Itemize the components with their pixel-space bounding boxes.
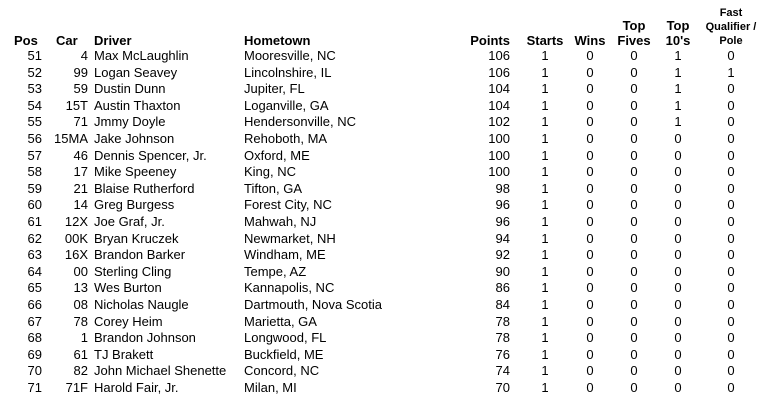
- header-pole-line-3: Pole: [719, 35, 743, 47]
- cell-points: 78: [495, 330, 510, 346]
- table-row: [0, 297, 762, 314]
- cell-top-tens: 0: [674, 363, 682, 379]
- table-row: [0, 231, 762, 248]
- cell-driver: TJ Brakett: [94, 346, 154, 362]
- cell-top-fives: 0: [630, 213, 638, 229]
- cell-car: 13: [73, 280, 88, 296]
- cell-wins: 0: [586, 296, 594, 312]
- header-top-fives-line-2: Fives: [617, 33, 651, 48]
- cell-hometown: King, NC: [244, 164, 297, 180]
- cell-driver: Brandon Johnson: [94, 330, 196, 346]
- cell-top-tens: 0: [674, 313, 682, 329]
- cell-pole: 0: [727, 114, 735, 130]
- cell-pos: 57: [27, 147, 42, 163]
- cell-hometown: Mahwah, NJ: [244, 213, 317, 229]
- header-top-tens: [656, 0, 700, 48]
- cell-wins: 0: [586, 164, 594, 180]
- table-row: [0, 181, 762, 198]
- cell-car: 46: [73, 147, 88, 163]
- cell-wins: 0: [586, 147, 594, 163]
- cell-hometown: Tempe, AZ: [244, 263, 307, 279]
- cell-pole: 0: [727, 330, 735, 346]
- cell-pole: 0: [727, 379, 735, 395]
- cell-starts: 1: [541, 180, 549, 196]
- table-row: [0, 214, 762, 231]
- cell-top-tens: 0: [674, 346, 682, 362]
- cell-top-tens: 0: [674, 263, 682, 279]
- table-row: [0, 148, 762, 165]
- cell-points: 74: [495, 363, 510, 379]
- cell-pole: 0: [727, 263, 735, 279]
- cell-pole: 0: [727, 130, 735, 146]
- cell-top-fives: 0: [630, 197, 638, 213]
- cell-starts: 1: [541, 296, 549, 312]
- cell-top-tens: 1: [674, 114, 682, 130]
- cell-starts: 1: [541, 64, 549, 80]
- cell-driver: Wes Burton: [94, 280, 162, 296]
- table-row: [0, 330, 762, 347]
- cell-driver: Jake Johnson: [94, 130, 175, 146]
- cell-pos: 65: [27, 280, 42, 296]
- cell-top-tens: 1: [674, 81, 682, 97]
- cell-pos: 61: [27, 213, 42, 229]
- cell-top-tens: 1: [674, 97, 682, 113]
- cell-driver: Dustin Dunn: [94, 81, 166, 97]
- cell-wins: 0: [586, 330, 594, 346]
- header-fast-qualifier-pole: [700, 0, 762, 48]
- cell-pole: 0: [727, 230, 735, 246]
- cell-wins: 0: [586, 263, 594, 279]
- cell-car: 71: [73, 114, 88, 130]
- cell-starts: 1: [541, 313, 549, 329]
- cell-pole: 0: [727, 197, 735, 213]
- table-row: [0, 280, 762, 297]
- cell-hometown: Concord, NC: [244, 363, 320, 379]
- table-row: [0, 264, 762, 281]
- cell-points: 84: [495, 296, 510, 312]
- cell-top-tens: 0: [674, 330, 682, 346]
- cell-top-tens: 0: [674, 130, 682, 146]
- cell-points: 100: [488, 147, 510, 163]
- cell-driver: Brandon Barker: [94, 247, 186, 263]
- cell-wins: 0: [586, 346, 594, 362]
- cell-top-fives: 0: [630, 180, 638, 196]
- cell-car: 1: [80, 330, 88, 346]
- cell-top-tens: 0: [674, 230, 682, 246]
- cell-pole: 0: [727, 247, 735, 263]
- cell-hometown: Marietta, GA: [244, 313, 317, 329]
- cell-top-tens: 0: [674, 247, 682, 263]
- cell-pos: 59: [27, 180, 42, 196]
- cell-top-fives: 0: [630, 296, 638, 312]
- cell-car: 61: [73, 346, 88, 362]
- cell-pole: 0: [727, 97, 735, 113]
- cell-top-fives: 0: [630, 97, 638, 113]
- cell-pos: 70: [27, 363, 42, 379]
- cell-top-fives: 0: [630, 114, 638, 130]
- cell-driver: Jmmy Doyle: [94, 114, 166, 130]
- cell-car: 08: [73, 296, 88, 312]
- cell-pole: 0: [727, 180, 735, 196]
- cell-starts: 1: [541, 114, 549, 130]
- table-row: [0, 131, 762, 148]
- cell-car: 16X: [64, 247, 88, 263]
- cell-car: 17: [73, 164, 88, 180]
- header-top-tens-line-1: Top: [666, 18, 690, 33]
- cell-pos: 68: [27, 330, 42, 346]
- cell-pole: 0: [727, 213, 735, 229]
- table-row: [0, 98, 762, 115]
- cell-top-fives: 0: [630, 330, 638, 346]
- cell-hometown: Loganville, GA: [244, 97, 329, 113]
- cell-top-tens: 0: [674, 296, 682, 312]
- cell-top-fives: 0: [630, 379, 638, 395]
- cell-top-fives: 0: [630, 313, 638, 329]
- cell-points: 104: [488, 97, 510, 113]
- table-row: [0, 197, 762, 214]
- cell-car: 14: [73, 197, 88, 213]
- cell-hometown: Newmarket, NH: [244, 230, 336, 246]
- cell-car: 12X: [64, 213, 88, 229]
- cell-hometown: Forest City, NC: [244, 197, 332, 213]
- cell-pos: 56: [27, 130, 42, 146]
- cell-points: 104: [488, 81, 510, 97]
- cell-driver: Sterling Cling: [94, 263, 172, 279]
- cell-hometown: Dartmouth, Nova Scotia: [244, 296, 383, 312]
- cell-points: 102: [488, 114, 510, 130]
- cell-car: 15MA: [54, 130, 88, 146]
- cell-wins: 0: [586, 247, 594, 263]
- cell-hometown: Jupiter, FL: [244, 81, 305, 97]
- cell-starts: 1: [541, 379, 549, 395]
- cell-driver: Harold Fair, Jr.: [94, 379, 179, 395]
- cell-top-fives: 0: [630, 164, 638, 180]
- cell-pos: 71: [27, 379, 42, 395]
- cell-starts: 1: [541, 164, 549, 180]
- cell-points: 76: [495, 346, 510, 362]
- cell-pos: 51: [27, 48, 42, 63]
- cell-pos: 58: [27, 164, 42, 180]
- header-top-fives-line-1: Top: [622, 18, 646, 33]
- cell-car: 71F: [65, 379, 88, 395]
- cell-wins: 0: [586, 213, 594, 229]
- cell-points: 106: [488, 48, 510, 63]
- header-starts: Starts: [526, 33, 564, 48]
- cell-wins: 0: [586, 81, 594, 97]
- cell-hometown: Mooresville, NC: [244, 48, 336, 63]
- cell-wins: 0: [586, 363, 594, 379]
- cell-car: 59: [73, 81, 88, 97]
- cell-hometown: Kannapolis, NC: [244, 280, 335, 296]
- cell-pos: 52: [27, 64, 42, 80]
- cell-pole: 0: [727, 296, 735, 312]
- cell-driver: Nicholas Naugle: [94, 296, 189, 312]
- cell-starts: 1: [541, 147, 549, 163]
- cell-pos: 55: [27, 114, 42, 130]
- cell-driver: Greg Burgess: [94, 197, 175, 213]
- cell-car: 21: [73, 180, 88, 196]
- cell-pos: 54: [27, 97, 42, 113]
- header-points: Points: [470, 33, 510, 48]
- cell-top-tens: 0: [674, 280, 682, 296]
- cell-top-fives: 0: [630, 48, 638, 63]
- cell-top-fives: 0: [630, 280, 638, 296]
- cell-driver: Austin Thaxton: [94, 97, 181, 113]
- cell-pole: 0: [727, 48, 735, 63]
- cell-starts: 1: [541, 197, 549, 213]
- cell-starts: 1: [541, 280, 549, 296]
- cell-hometown: Oxford, ME: [244, 147, 310, 163]
- cell-top-tens: 0: [674, 180, 682, 196]
- cell-hometown: Hendersonville, NC: [244, 114, 356, 130]
- header-wins: Wins: [574, 33, 606, 48]
- cell-starts: 1: [541, 330, 549, 346]
- cell-car: 4: [80, 48, 88, 63]
- cell-pos: 67: [27, 313, 42, 329]
- cell-pos: 63: [27, 247, 42, 263]
- cell-pole: 1: [727, 64, 735, 80]
- cell-top-fives: 0: [630, 130, 638, 146]
- cell-points: 78: [495, 313, 510, 329]
- cell-starts: 1: [541, 230, 549, 246]
- cell-top-fives: 0: [630, 230, 638, 246]
- cell-driver: Logan Seavey: [94, 64, 178, 80]
- cell-wins: 0: [586, 230, 594, 246]
- cell-wins: 0: [586, 280, 594, 296]
- header-pole-line-1: Fast: [719, 7, 743, 19]
- cell-top-tens: 0: [674, 147, 682, 163]
- cell-hometown: Windham, ME: [244, 247, 326, 263]
- table-row: [0, 164, 762, 181]
- cell-top-fives: 0: [630, 247, 638, 263]
- cell-driver: Joe Graf, Jr.: [94, 213, 165, 229]
- cell-pos: 66: [27, 296, 42, 312]
- cell-points: 106: [488, 64, 510, 80]
- cell-points: 96: [495, 197, 510, 213]
- cell-pos: 69: [27, 346, 42, 362]
- table-row: [0, 380, 762, 397]
- cell-top-tens: 0: [674, 164, 682, 180]
- cell-top-tens: 0: [674, 197, 682, 213]
- cell-wins: 0: [586, 313, 594, 329]
- cell-car: 00K: [64, 230, 88, 246]
- standings-body: [0, 48, 762, 396]
- cell-points: 98: [495, 180, 510, 196]
- cell-wins: 0: [586, 97, 594, 113]
- cell-starts: 1: [541, 346, 549, 362]
- cell-pos: 62: [27, 230, 42, 246]
- cell-points: 70: [495, 379, 510, 395]
- cell-points: 86: [495, 280, 510, 296]
- cell-driver: Corey Heim: [94, 313, 163, 329]
- cell-top-fives: 0: [630, 263, 638, 279]
- header-pole-line-2: Qualifier /: [705, 21, 757, 33]
- table-row: [0, 65, 762, 82]
- cell-hometown: Tifton, GA: [244, 180, 303, 196]
- cell-points: 100: [488, 130, 510, 146]
- cell-pole: 0: [727, 313, 735, 329]
- cell-hometown: Milan, MI: [244, 379, 297, 395]
- cell-top-tens: 1: [674, 64, 682, 80]
- cell-starts: 1: [541, 263, 549, 279]
- cell-top-tens: 0: [674, 379, 682, 395]
- cell-car: 99: [73, 64, 88, 80]
- cell-pole: 0: [727, 363, 735, 379]
- table-row: [0, 48, 762, 65]
- cell-pos: 53: [27, 81, 42, 97]
- cell-starts: 1: [541, 213, 549, 229]
- cell-pole: 0: [727, 164, 735, 180]
- table-row: [0, 347, 762, 364]
- cell-pole: 0: [727, 147, 735, 163]
- table-row: [0, 314, 762, 331]
- cell-wins: 0: [586, 197, 594, 213]
- cell-pole: 0: [727, 346, 735, 362]
- table-row: [0, 81, 762, 98]
- cell-starts: 1: [541, 363, 549, 379]
- cell-pos: 64: [27, 263, 42, 279]
- cell-wins: 0: [586, 64, 594, 80]
- cell-driver: Max McLaughlin: [94, 48, 189, 63]
- table-row: [0, 363, 762, 380]
- cell-driver: Bryan Kruczek: [94, 230, 179, 246]
- cell-starts: 1: [541, 97, 549, 113]
- cell-car: 82: [73, 363, 88, 379]
- cell-driver: John Michael Shenette: [94, 363, 227, 379]
- cell-wins: 0: [586, 180, 594, 196]
- cell-driver: Blaise Rutherford: [94, 180, 195, 196]
- cell-top-fives: 0: [630, 147, 638, 163]
- cell-wins: 0: [586, 379, 594, 395]
- header-top-fives: [612, 0, 656, 48]
- header-driver: Driver: [94, 33, 132, 48]
- cell-wins: 0: [586, 48, 594, 63]
- cell-wins: 0: [586, 130, 594, 146]
- cell-points: 96: [495, 213, 510, 229]
- cell-top-fives: 0: [630, 64, 638, 80]
- header-car: Car: [56, 33, 78, 48]
- cell-pos: 60: [27, 197, 42, 213]
- cell-points: 90: [495, 263, 510, 279]
- cell-points: 92: [495, 247, 510, 263]
- cell-starts: 1: [541, 81, 549, 97]
- cell-starts: 1: [541, 247, 549, 263]
- cell-hometown: Lincolnshire, IL: [244, 64, 332, 80]
- cell-top-tens: 1: [674, 48, 682, 63]
- header-top-tens-line-2: 10's: [665, 33, 691, 48]
- cell-car: 15T: [65, 97, 88, 113]
- cell-top-fives: 0: [630, 363, 638, 379]
- cell-pole: 0: [727, 81, 735, 97]
- cell-wins: 0: [586, 114, 594, 130]
- cell-starts: 1: [541, 48, 549, 63]
- cell-top-tens: 0: [674, 213, 682, 229]
- cell-points: 100: [488, 164, 510, 180]
- cell-hometown: Longwood, FL: [244, 330, 327, 346]
- cell-hometown: Buckfield, ME: [244, 346, 324, 362]
- cell-top-fives: 0: [630, 81, 638, 97]
- header-row: [0, 0, 762, 48]
- cell-car: 78: [73, 313, 88, 329]
- cell-driver: Mike Speeney: [94, 164, 177, 180]
- header-hometown: Hometown: [244, 33, 311, 48]
- cell-hometown: Rehoboth, MA: [244, 130, 328, 146]
- cell-top-fives: 0: [630, 346, 638, 362]
- cell-starts: 1: [541, 130, 549, 146]
- cell-points: 94: [495, 230, 510, 246]
- header-pos: Pos: [14, 33, 38, 48]
- table-row: [0, 247, 762, 264]
- cell-driver: Dennis Spencer, Jr.: [94, 147, 207, 163]
- cell-car: 00: [73, 263, 88, 279]
- table-row: [0, 114, 762, 131]
- cell-pole: 0: [727, 280, 735, 296]
